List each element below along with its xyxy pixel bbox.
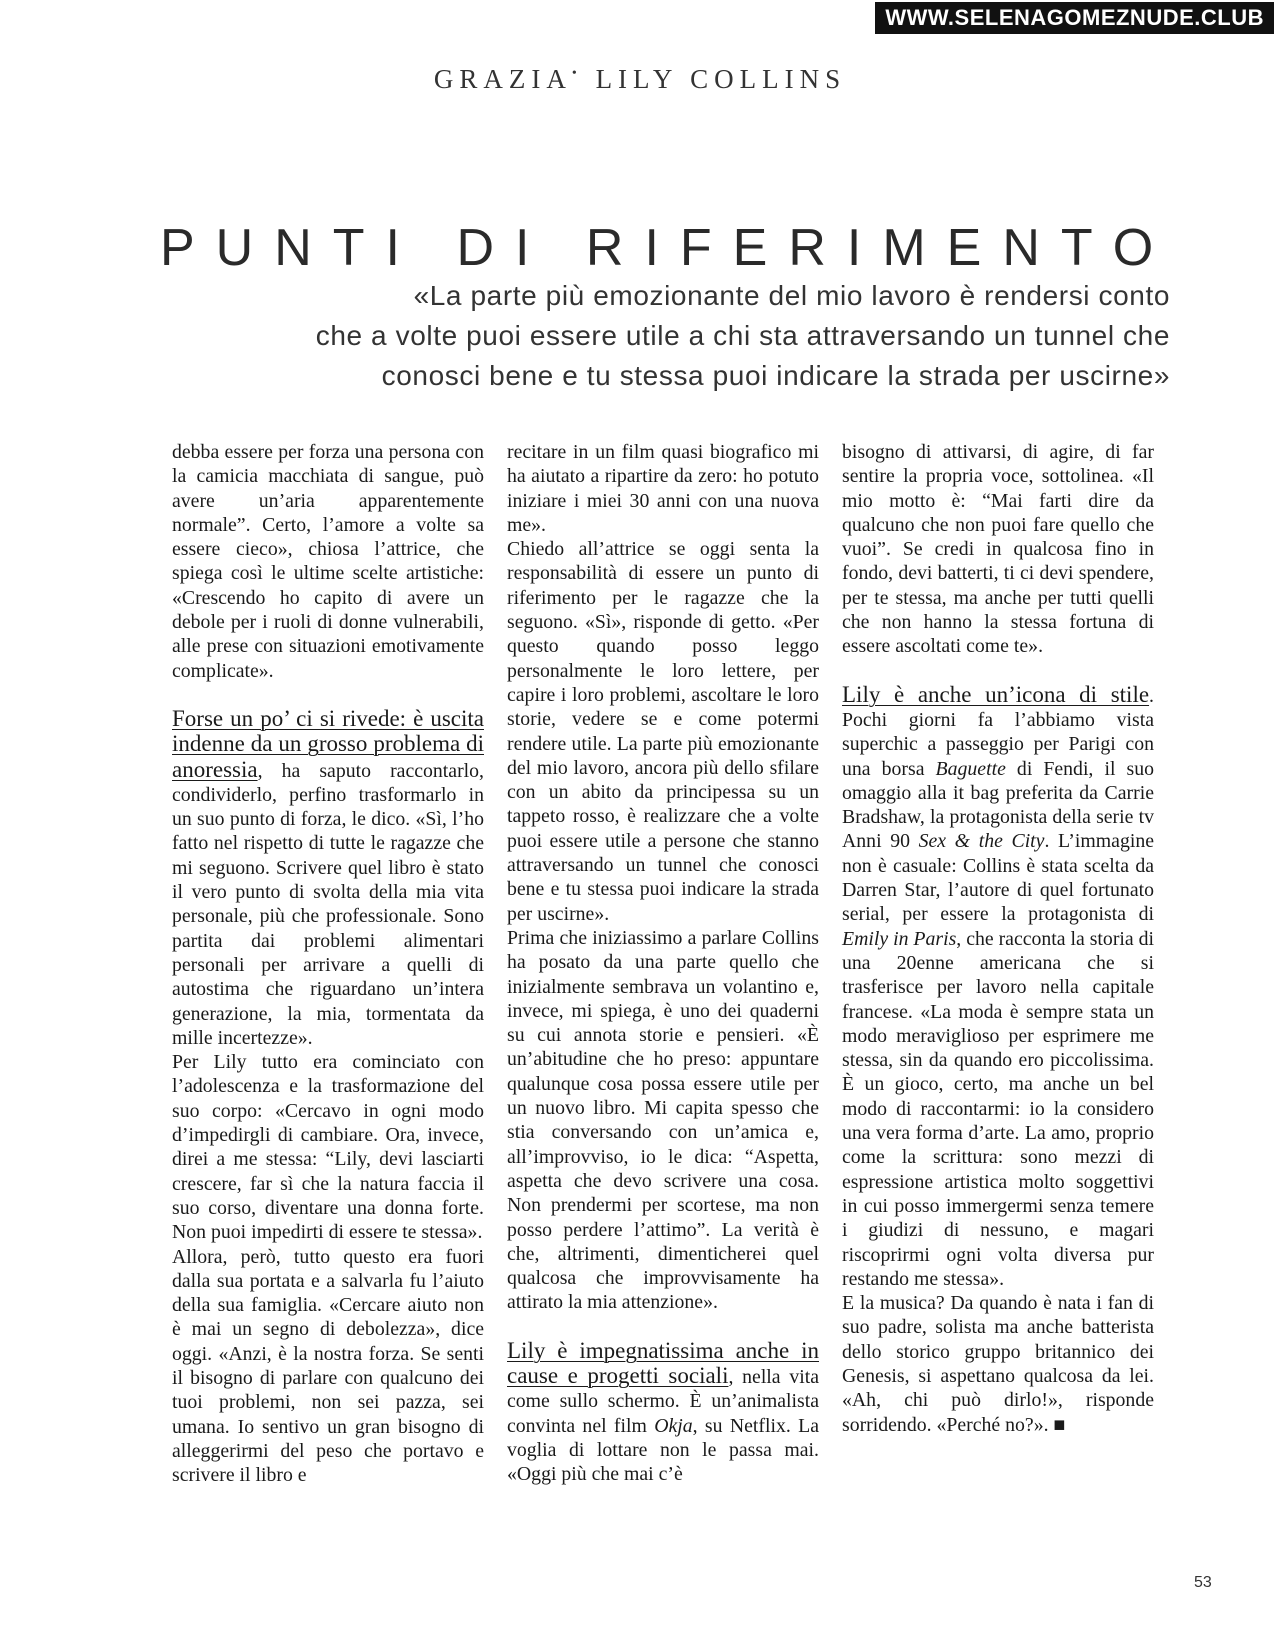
paragraph: E la musica? Da quando è nata i fan di suo padre, solista ma anche batterista dello storico gruppo britannico dei Genesis, si aspettano qualcosa da lei. «Ah, chi può dirlo!», risponde sorridendo. «Perché no?». ■: [842, 1292, 1154, 1436]
article-title: PUNTI DI RIFERIMENTO: [160, 219, 1175, 277]
paragraph: Forse un po’ ci si rivede: è uscita indenne da un grosso problema di anoressia, ha saputo raccontarlo, condividerlo, perfino trasformarlo in un suo punto di forza, le dico. «Sì, l’ho fatto nel rispetto di tutte le ragazze che mi seguono. Scrivere quel libro è stato il vero punto di svolta della mia vita personale, più che professionale. Sono partita dai problemi alimentari personali per arrivare a quelli di autostima che riguardano un’intera generazione, la mia, tormentata da mille incertezze».: [172, 705, 484, 1049]
paragraph: Chiedo all’attrice se oggi senta la responsabilità di essere un punto di riferimento per le ragazze che la seguono. «Sì», risponde di getto. «Per questo quando posso leggo personalmente le loro lettere, per capire i loro problemi, ascoltare le loro storie, vedere se e come potermi rendere utile. La parte più emozionante del mio lavoro, ancora più dello sfilare con un abito da principessa su un tappeto rosso, è realizzare che a volte puoi essere utile a persone che stanno attraversando un tunnel che conosci bene e tu stessa puoi indicare la strada per uscirne».: [507, 538, 819, 925]
lead-in: Forse un po’ ci si rivede: è uscita indenne da un grosso problema di anoressia: [172, 705, 484, 782]
pull-quote: [270, 276, 1170, 396]
pull-quote-line: «La parte più emozionante del mio lavoro è rendersi conto: [413, 280, 1170, 311]
paragraph: Per Lily tutto era cominciato con l’adolescenza e la trasformazione del suo corpo: «Cercavo in ogni modo d’impedirgli di cambiare. Ora, invece, direi a me stessa: “Lily, devi lasciarti crescere, far sì che la natura faccia il suo corso, diventare una donna forte. Non puoi impedirti di essere te stessa».: [172, 1051, 484, 1244]
page-number: 53: [1194, 1574, 1212, 1591]
paragraph: Lily è anche un’icona di stile. Pochi giorni fa l’abbiamo vista superchic a passeggio per Parigi con una borsa Baguette di Fendi, il suo omaggio alla it bag preferita da Carrie Bradshaw, la protagonista della serie tv Anni 90 Sex & the City. L’immagine non è casuale: Collins è stata scelta da Darren Star, l’autore di quel fortunato serial, per essere la protagonista di Emily in Paris, che racconta la storia di una 20enne americana che si trasferisce per lavoro nella capitale francese. «La moda è sempre stata un modo meraviglioso per esprimere me stessa, sin da quando ero piccolissima. È un gioco, certo, ma anche un bel modo di raccontarmi: io la considero una vera forma d’arte. La amo, proprio come la scrittura: sono mezzi di espressione artistica molto soggettivi in cui posso immergermi senza temere i giudizi di nessuno, e magari riscoprirmi ogni volta diversa pur restando me stessa».: [842, 681, 1155, 1290]
watermark: WWW.SELENAGOMEZNUDE.CLUB: [875, 2, 1274, 34]
paragraph: Allora, però, tutto questo era fuori dalla sua portata e a salvarla fu l’aiuto della sua famiglia. «Cercare aiuto non è mai un segno di debolezza», dice oggi. «Anzi, è la nostra forza. Se senti il bisogno di parlare con qualcuno dei tuoi problemi, non sei pazza, sei umana. Io sentivo un gran bisogno di alleggerirmi del peso che portavo e scrivere il libro e: [172, 1245, 484, 1487]
paragraph: bisogno di attivarsi, di agire, di far sentire la propria voce, sottolinea. «Il mio motto è: “Mai farti dire da qualcuno che non puoi fare quello che vuoi”. Se credi in qualcosa fino in fondo, devi batterti, ti ci devi spendere, per te stessa, ma anche per tutti quelli che non hanno la stessa fortuna di essere ascoltati come te».: [842, 441, 1154, 658]
pull-quote-line: che a volte puoi essere utile a chi sta attraversando un tunnel che: [315, 320, 1170, 351]
lead-in: Lily è anche un’icona di stile: [842, 681, 1150, 707]
paragraph: debba essere per forza una persona con la camicia macchiata di sangue, può avere un’aria apparentemente normale”. Certo, l’amore a volte sa essere cieco», chiosa l’attrice, che spiega così le ultime scelte artistiche: «Crescendo ho capito di avere un debole per i ruoli di donne vulnerabili, alle prese con situazioni emotivamente complicate».: [172, 441, 484, 682]
column-3: [842, 440, 1154, 1437]
pull-quote-line: conosci bene e tu stessa puoi indicare la strada per uscirne»: [381, 360, 1170, 391]
column-2: [507, 440, 819, 1486]
paragraph: Lily è impegnatissima anche in cause e progetti sociali, nella vita come sullo schermo. È un’animalista convinta nel film Okja, su Netflix. La voglia di lottare non le passa mai. «Oggi più che mai c’è: [507, 1337, 819, 1486]
header-subject: LILY COLLINS: [595, 64, 847, 94]
paragraph: Prima che iniziassimo a parlare Collins ha posato da una parte quello che inizialmente sembrava un volantino e, invece, mi spiega, è uno dei quaderni su cui annota storie e pensieri. «È un’abitudine che ho preso: appuntare qualunque cosa possa essere utile per un nuovo libro. Mi capita spesso che stia conversando con un’amica e, all’improvviso, io le dica: “Aspetta, aspetta che devo scrivere una cosa. Non prendermi per scortese, ma non posso perdere l’attimo”. La verità è che, altrimenti, dimenticherei quel qualcosa che improvvisamente ha attirato la mia attenzione».: [507, 926, 819, 1314]
column-1: [172, 440, 484, 1487]
header-dot: •: [571, 66, 583, 81]
magazine-name: GRAZIA: [433, 64, 572, 94]
running-header: [0, 64, 1280, 95]
paragraph: recitare in un film quasi biografico mi ha aiutato a ripartire da zero: ho potuto iniziare i miei 30 anni con una nuova me».: [507, 441, 819, 536]
lead-in: Lily è impegnatissima anche in cause e progetti sociali: [507, 1337, 819, 1388]
